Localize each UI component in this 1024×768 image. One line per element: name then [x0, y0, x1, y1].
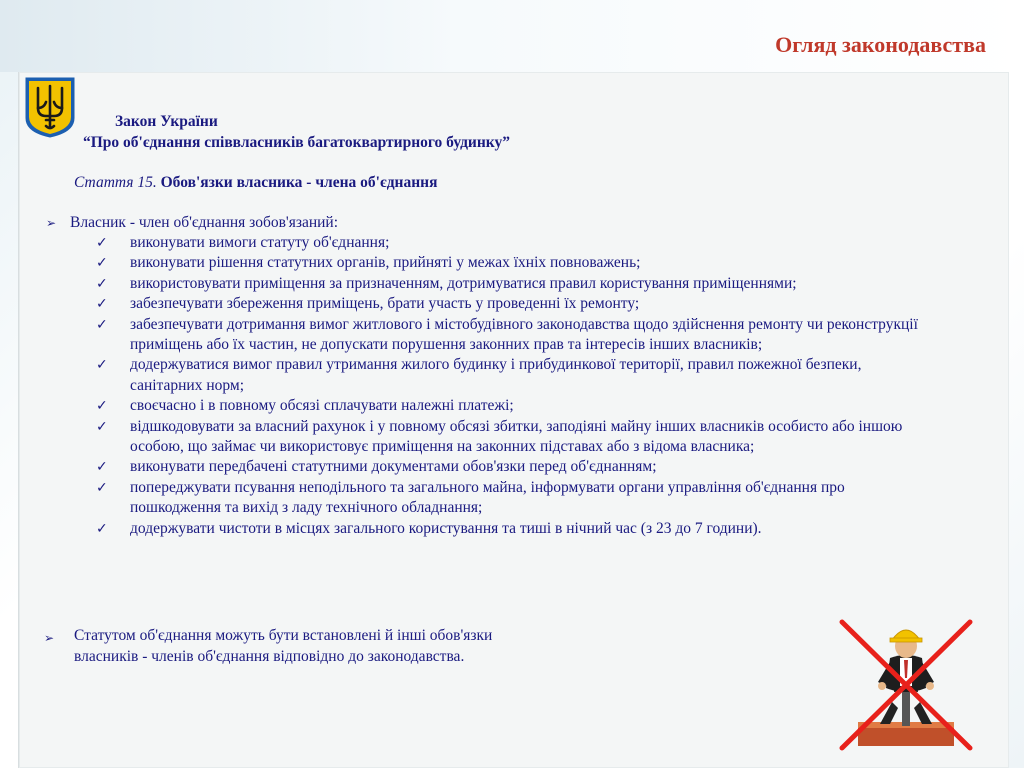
list-item: ✓ забезпечувати дотримання вимог житлового і містобудівного законодавства щодо здійснення ремонту чи реконструкції приміщень або їх частин, не допускати порушення законних прав та інтересів інших власників; — [96, 315, 918, 354]
check-icon: ✓ — [96, 235, 108, 251]
list-item: ✓ використовувати приміщення за призначенням, дотримуватися правил користування приміщеннями; — [96, 274, 936, 294]
article-heading — [74, 174, 437, 192]
list-item: ✓ своєчасно і в повному обсязі сплачувати належні платежі; — [96, 396, 936, 416]
list-item: ✓ виконувати рішення статутних органів, прийняті у межах їхніх повноважень; — [96, 253, 936, 273]
check-icon: ✓ — [96, 357, 108, 374]
arrow-bullet-icon: ➢ — [46, 216, 57, 230]
duties-heading: Власник - член об'єднання зобов'язаний: — [70, 214, 339, 231]
list-item: ✓ попереджувати псування неподільного та загального майна, інформувати органи управління об'єднання про пошкодження та вихід з ладу технічного обладнання; — [96, 478, 845, 517]
slide-title: Огляд законодавства — [775, 32, 986, 57]
list-item: ✓ виконувати передбачені статутними документами обов'язки перед об'єднанням; — [96, 457, 936, 477]
check-icon: ✓ — [96, 520, 108, 537]
arrow-bullet-icon: ➢ — [44, 631, 55, 645]
law-title-line1: Закон України — [115, 113, 218, 130]
statute-note-line2: власників - членів об'єднання відповідно до законодавства. — [74, 648, 465, 665]
check-icon: ✓ — [96, 316, 108, 333]
check-icon: ✓ — [96, 459, 108, 476]
check-icon: ✓ — [96, 275, 108, 292]
list-item: ✓ виконувати вимоги статуту об'єднання; — [96, 233, 936, 253]
duties-list — [96, 233, 936, 539]
check-icon: ✓ — [96, 296, 108, 313]
list-item: ✓ відшкодовувати за власний рахунок і у повному обсязі збитки, заподіяні майну інших власників особисто або іншою особою, що займає чи використовує приміщення на законних підставах або з відома власника; — [96, 417, 903, 456]
list-item: ✓ додержуватися вимог правил утримання жилого будинку і прибудинкової території, правил пожежної безпеки, санітарних норм; — [96, 356, 862, 394]
article-name: Обов'язки власника - члена об'єднання — [160, 174, 438, 191]
crossed-out-worker-icon — [836, 618, 976, 752]
list-item: ✓ забезпечувати збереження приміщень, брати участь у проведенні їх ремонту; — [96, 294, 936, 314]
check-icon: ✓ — [96, 418, 108, 435]
check-icon: ✓ — [96, 398, 108, 415]
statute-note-line1: Статутом об'єднання можуть бути встановлені й інші обов'язки — [74, 627, 493, 644]
check-icon: ✓ — [96, 479, 108, 496]
trident-emblem-icon — [24, 76, 76, 138]
list-item: ✓ додержувати чистоти в місцях загального користування та тиші в нічний час (з 23 до 7 години). — [96, 519, 936, 539]
article-number: Стаття 15. — [74, 174, 157, 191]
check-icon: ✓ — [96, 255, 108, 272]
law-title-line2: “Про об'єднання співвласників багатоквартирного будинку” — [83, 134, 511, 151]
